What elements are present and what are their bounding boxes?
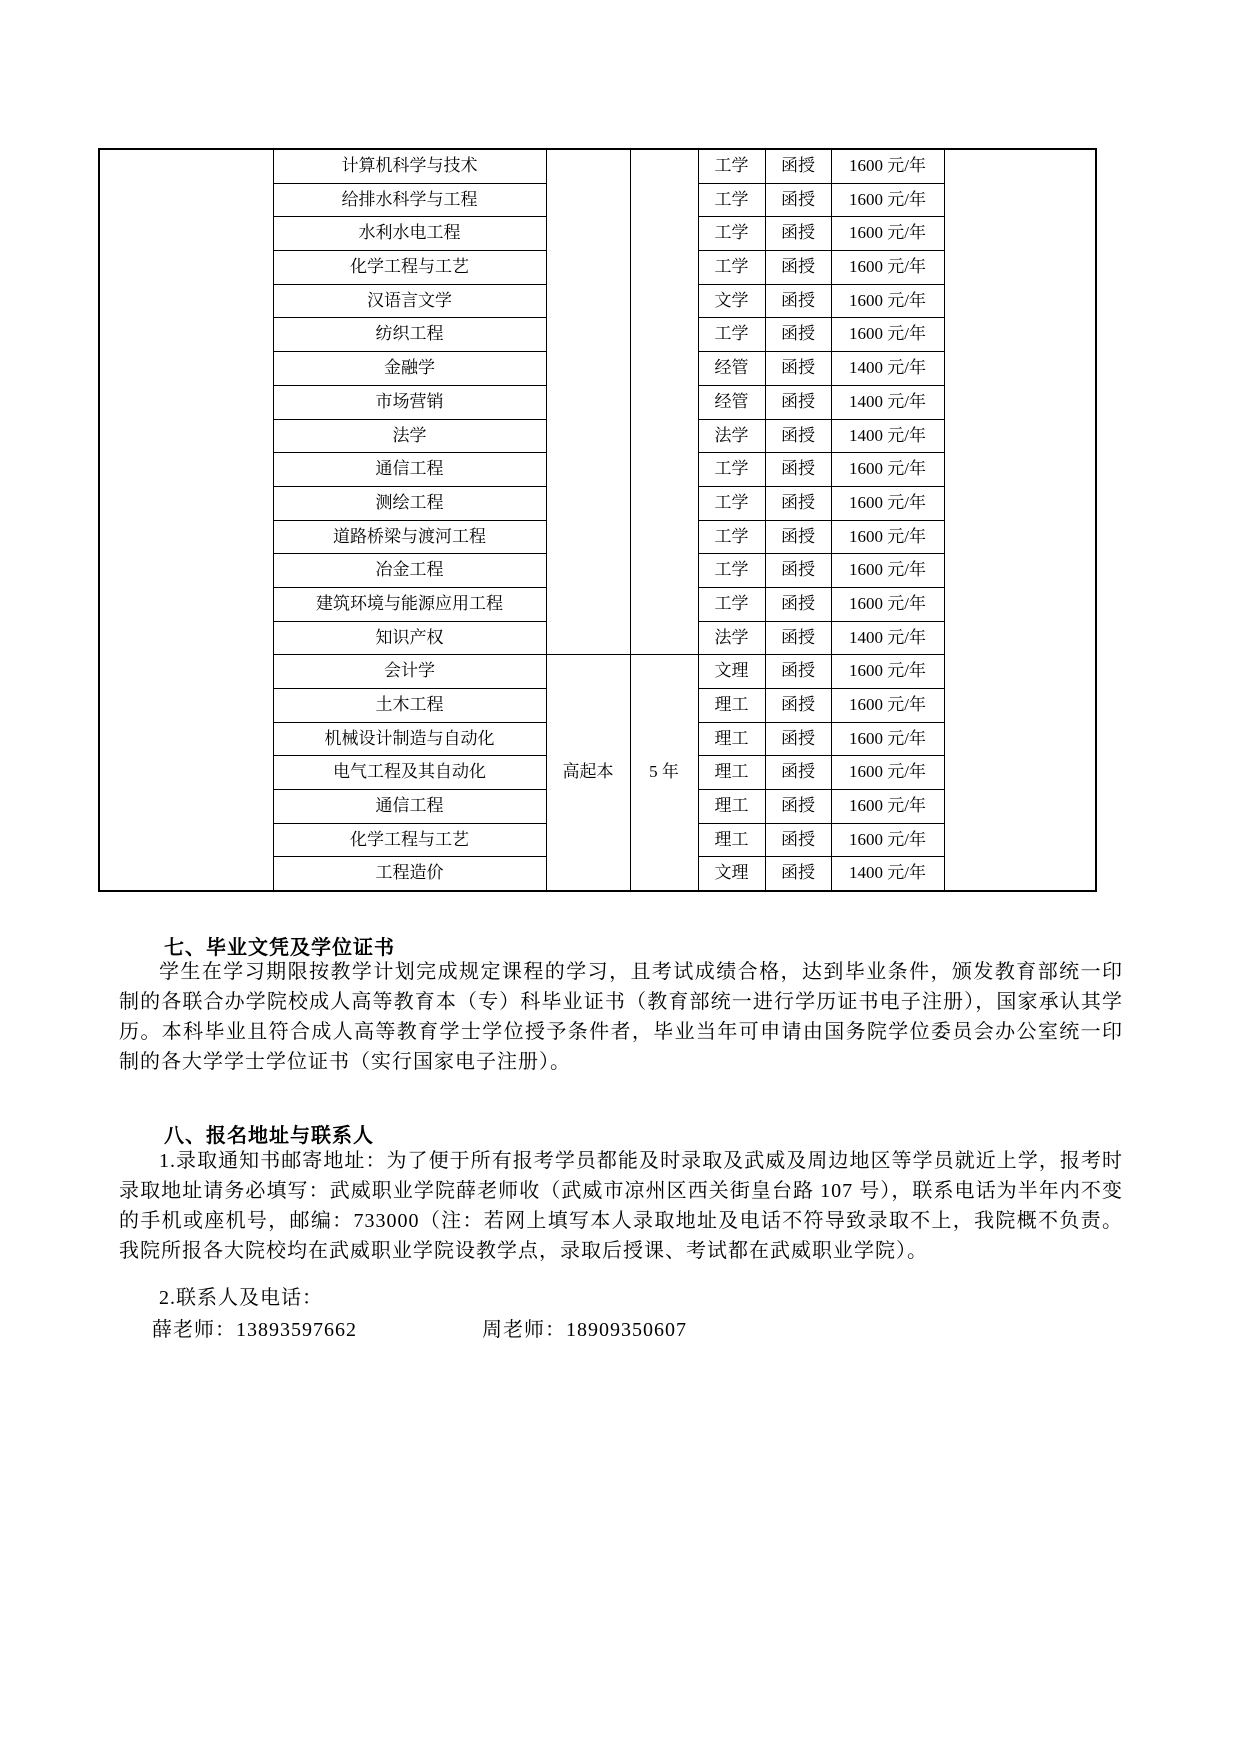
category-cell: 工学	[698, 183, 765, 217]
study-form-cell: 函授	[765, 453, 831, 487]
contact-xue-phone: 13893597662	[236, 1319, 357, 1341]
category-cell: 工学	[698, 587, 765, 621]
major-cell: 计算机科学与技术	[273, 149, 546, 183]
study-form-cell: 函授	[765, 689, 831, 723]
study-form-cell: 函授	[765, 217, 831, 251]
tuition-cell: 1600 元/年	[831, 722, 944, 756]
study-form-cell: 函授	[765, 520, 831, 554]
study-form-cell: 函授	[765, 554, 831, 588]
blank-right-cell	[944, 149, 1096, 891]
majors-table	[98, 148, 1097, 892]
major-cell: 土木工程	[273, 689, 546, 723]
category-cell: 理工	[698, 790, 765, 824]
tuition-cell: 1400 元/年	[831, 621, 944, 655]
tuition-cell: 1600 元/年	[831, 520, 944, 554]
tuition-cell: 1400 元/年	[831, 352, 944, 386]
major-cell: 纺织工程	[273, 318, 546, 352]
category-cell: 工学	[698, 453, 765, 487]
tuition-cell: 1600 元/年	[831, 756, 944, 790]
study-form-cell: 函授	[765, 385, 831, 419]
category-cell: 文理	[698, 655, 765, 689]
category-cell: 理工	[698, 689, 765, 723]
study-form-cell: 函授	[765, 183, 831, 217]
tuition-cell: 1600 元/年	[831, 183, 944, 217]
study-form-cell: 函授	[765, 486, 831, 520]
major-cell: 道路桥梁与渡河工程	[273, 520, 546, 554]
study-form-cell: 函授	[765, 587, 831, 621]
contact-xue-label: 薛老师：	[152, 1319, 236, 1341]
contact-zhou-label: 周老师：	[482, 1319, 566, 1341]
major-cell: 化学工程与工艺	[273, 823, 546, 857]
category-cell: 文理	[698, 857, 765, 891]
tuition-cell: 1600 元/年	[831, 453, 944, 487]
blank-left-cell	[99, 149, 273, 891]
category-cell: 工学	[698, 520, 765, 554]
study-form-cell: 函授	[765, 823, 831, 857]
duration-cell: 5 年	[630, 655, 698, 891]
contact-teacher-xue	[152, 1319, 357, 1341]
major-cell: 给排水科学与工程	[273, 183, 546, 217]
study-form-cell: 函授	[765, 149, 831, 183]
major-cell: 通信工程	[273, 790, 546, 824]
study-form-cell: 函授	[765, 251, 831, 285]
category-cell: 法学	[698, 419, 765, 453]
tuition-cell: 1600 元/年	[831, 587, 944, 621]
major-cell: 会计学	[273, 655, 546, 689]
tuition-cell: 1400 元/年	[831, 857, 944, 891]
section-8-paragraph-2: 2.联系人及电话：	[159, 1287, 323, 1309]
tuition-cell: 1600 元/年	[831, 823, 944, 857]
category-cell: 理工	[698, 823, 765, 857]
category-cell: 经管	[698, 352, 765, 386]
study-form-cell: 函授	[765, 318, 831, 352]
tuition-cell: 1400 元/年	[831, 419, 944, 453]
study-form-cell: 函授	[765, 621, 831, 655]
major-cell: 电气工程及其自动化	[273, 756, 546, 790]
tuition-cell: 1600 元/年	[831, 790, 944, 824]
major-cell: 法学	[273, 419, 546, 453]
contact-teacher-zhou	[482, 1319, 687, 1341]
tuition-cell: 1600 元/年	[831, 655, 944, 689]
study-form-cell: 函授	[765, 419, 831, 453]
category-cell: 经管	[698, 385, 765, 419]
study-form-cell: 函授	[765, 284, 831, 318]
duration-cell	[630, 149, 698, 655]
major-cell: 通信工程	[273, 453, 546, 487]
category-cell: 文学	[698, 284, 765, 318]
section-8-heading: 八、报名地址与联系人	[164, 1125, 374, 1147]
major-cell: 建筑环境与能源应用工程	[273, 587, 546, 621]
tuition-cell: 1600 元/年	[831, 284, 944, 318]
study-form-cell: 函授	[765, 790, 831, 824]
major-cell: 水利水电工程	[273, 217, 546, 251]
table-row	[99, 149, 1096, 183]
category-cell: 工学	[698, 217, 765, 251]
major-cell: 金融学	[273, 352, 546, 386]
category-cell: 工学	[698, 251, 765, 285]
section-7-heading: 七、毕业文凭及学位证书	[164, 937, 395, 959]
contact-zhou-phone: 18909350607	[566, 1319, 687, 1341]
major-cell: 机械设计制造与自动化	[273, 722, 546, 756]
category-cell: 法学	[698, 621, 765, 655]
major-cell: 知识产权	[273, 621, 546, 655]
major-cell: 冶金工程	[273, 554, 546, 588]
level-cell	[546, 149, 630, 655]
tuition-cell: 1600 元/年	[831, 689, 944, 723]
section-8-paragraph-1: 1.录取通知书邮寄地址：为了便于所有报考学员都能及时录取及武威及周边地区等学员就近上学，报考时录取地址请务必填写：武威职业学院薛老师收（武威市凉州区西关街皇台路 107 号），联系电话为半年内不变的手机或座机号，邮编：733000（注：若网上填写本人录取地址及电话不符导致录取不上，我院概不负责。我院所报各大院校均在武威职业学院设教学点，录取后授课、考试都在武威职业学院）。	[119, 1150, 1123, 1262]
tuition-cell: 1400 元/年	[831, 385, 944, 419]
study-form-cell: 函授	[765, 756, 831, 790]
category-cell: 工学	[698, 149, 765, 183]
category-cell: 工学	[698, 318, 765, 352]
level-cell: 高起本	[546, 655, 630, 891]
tuition-cell: 1600 元/年	[831, 486, 944, 520]
study-form-cell: 函授	[765, 857, 831, 891]
major-cell: 化学工程与工艺	[273, 251, 546, 285]
category-cell: 理工	[698, 756, 765, 790]
major-cell: 市场营销	[273, 385, 546, 419]
study-form-cell: 函授	[765, 722, 831, 756]
tuition-cell: 1600 元/年	[831, 217, 944, 251]
section-7-paragraph: 学生在学习期限按教学计划完成规定课程的学习，且考试成绩合格，达到毕业条件，颁发教育部统一印制的各联合办学院校成人高等教育本（专）科毕业证书（教育部统一进行学历证书电子注册），国家承认其学历。本科毕业且符合成人高等教育学士学位授予条件者，毕业当年可申请由国务院学位委员会办公室统一印制的各大学学士学位证书（实行国家电子注册）。	[119, 961, 1123, 1073]
tuition-cell: 1600 元/年	[831, 318, 944, 352]
major-cell: 汉语言文学	[273, 284, 546, 318]
major-cell: 测绘工程	[273, 486, 546, 520]
tuition-cell: 1600 元/年	[831, 554, 944, 588]
category-cell: 工学	[698, 554, 765, 588]
study-form-cell: 函授	[765, 655, 831, 689]
study-form-cell: 函授	[765, 352, 831, 386]
tuition-cell: 1600 元/年	[831, 149, 944, 183]
contact-line	[119, 1315, 687, 1345]
category-cell: 理工	[698, 722, 765, 756]
major-cell: 工程造价	[273, 857, 546, 891]
tuition-cell: 1600 元/年	[831, 251, 944, 285]
category-cell: 工学	[698, 486, 765, 520]
